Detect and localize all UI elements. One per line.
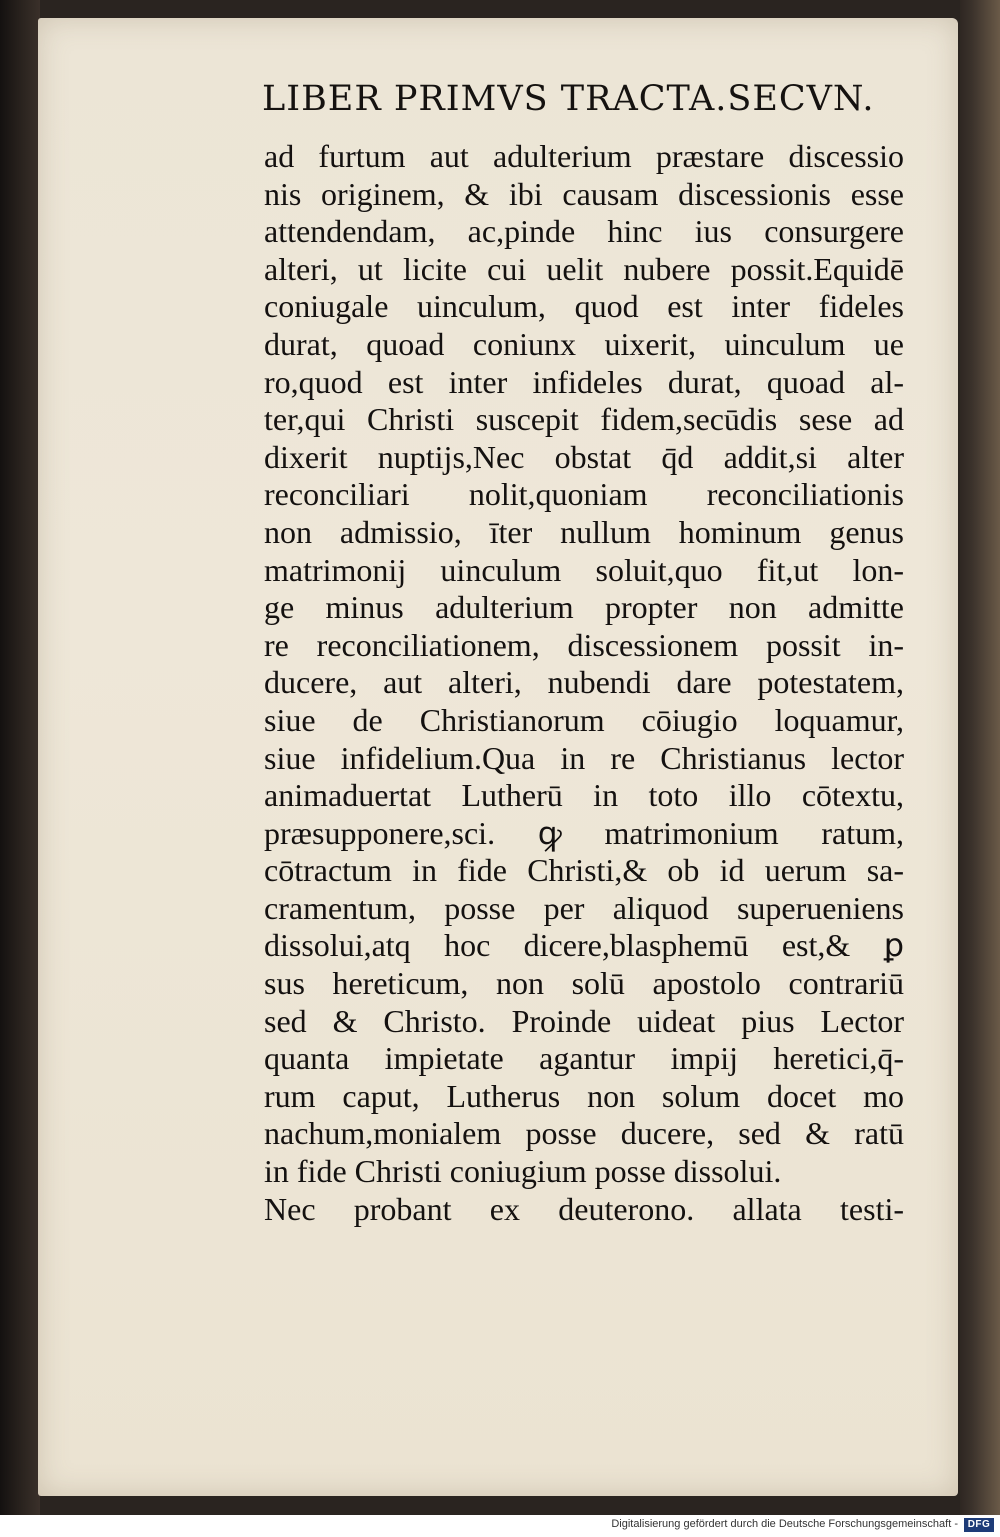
text-line: non admissio, īter nullum hominum genus	[264, 513, 904, 550]
text-line: siue de Christianorum cōiugio loquamur,	[264, 701, 904, 738]
text-line: dissolui,atq hoc dicere,blasphemū est,& ꝑ	[264, 927, 904, 964]
text-line: ducere, aut alteri, nubendi dare potestatem,	[264, 664, 904, 701]
text-line: ter,qui Christi suscepit fidem,secūdis sese ad	[264, 401, 904, 438]
text-line: Nec probant ex deuterono. allata testi-	[264, 1190, 904, 1227]
text-line: quanta impietate agantur impij heretici,q̄-	[264, 1040, 904, 1077]
text-line: ro,quod est inter infideles durat, quoad al-	[264, 363, 904, 400]
text-line: præsupponere,sci. ꝙ matrimonium ratum,	[264, 814, 904, 851]
text-line: reconciliari nolit,quoniam reconciliationis	[264, 476, 904, 513]
text-line: attendendam, ac,pinde hinc ius consurgere	[264, 213, 904, 250]
text-line: dixerit nuptijs,Nec obstat q̄d addit,si alter	[264, 438, 904, 475]
running-header: LIBER PRIMVS TRACTA.SECVN.	[262, 79, 875, 119]
text-line: cōtractum in fide Christi,& ob id uerum sa-	[264, 852, 904, 889]
body-text	[264, 138, 904, 1228]
text-line: ge minus adulterium propter non admitte	[264, 589, 904, 626]
text-line: nachum,monialem posse ducere, sed & ratū	[264, 1115, 904, 1152]
digitization-footer	[0, 1515, 1000, 1537]
text-line: sus hereticum, non solū apostolo contrariū	[264, 965, 904, 1002]
text-line: rum caput, Lutherus non solum docet mo	[264, 1077, 904, 1114]
text-line: sed & Christo. Proinde uideat pius Lector	[264, 1002, 904, 1039]
text-line: in fide Christi coniugium posse dissolui.	[264, 1153, 782, 1190]
text-line: animaduertat Lutherū in toto illo cōtextu,	[264, 777, 904, 814]
dfg-logo-icon: DFG	[964, 1518, 994, 1532]
text-line: re reconciliationem, discessionem possit in-	[264, 626, 904, 663]
text-line: durat, quoad coniunx uixerit, uinculum ue	[264, 325, 904, 362]
text-line: ad furtum aut adulterium præstare discessio	[264, 138, 904, 174]
text-line: matrimonij uinculum soluit,quo fit,ut lon-	[264, 551, 904, 588]
text-line: siue infidelium.Qua in re Christianus lector	[264, 739, 904, 776]
text-line: nis originem, & ibi causam discessionis esse	[264, 175, 904, 212]
text-line: coniugale uinculum, quod est inter fideles	[264, 288, 904, 325]
text-line: alteri, ut licite cui uelit nubere possit.Equidē	[264, 250, 904, 287]
text-line: cramentum, posse per aliquod superueniens	[264, 889, 904, 926]
funding-credit: Digitalisierung gefördert durch die Deutsche Forschungsgemeinschaft -	[611, 1518, 958, 1530]
